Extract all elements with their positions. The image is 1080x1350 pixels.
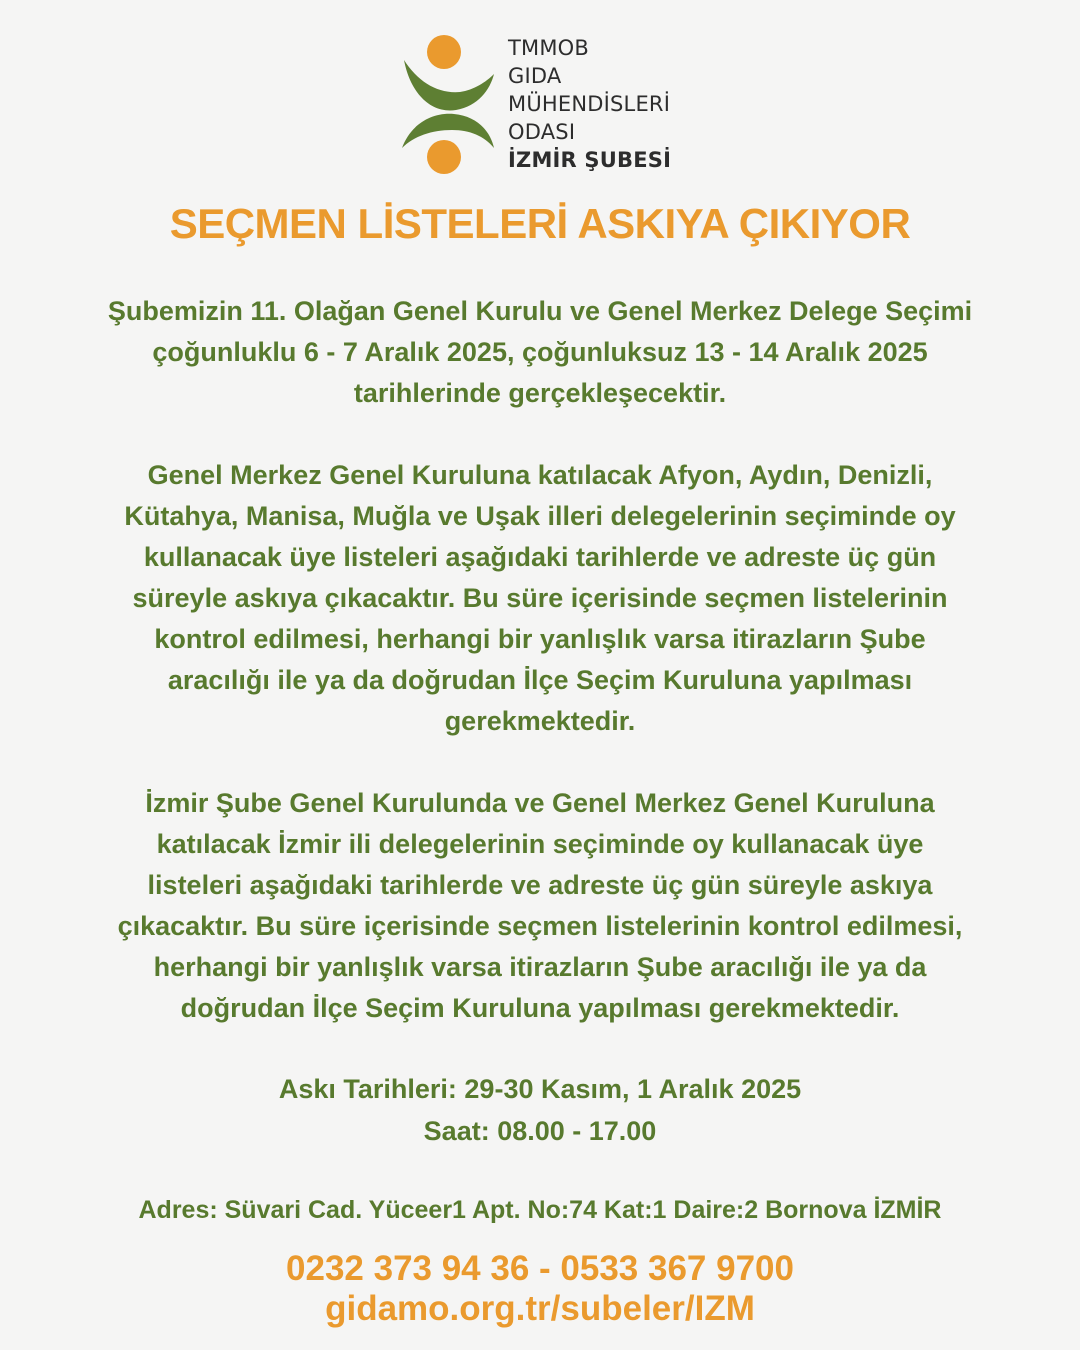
paragraph-line: çoğunluklu 6 - 7 Aralık 2025, çoğunluksuz 13 - 14 Aralık 2025 [152, 337, 928, 367]
paragraph-line: gerekmektedir. [444, 706, 636, 736]
posting-hours: Saat: 08.00 - 17.00 [423, 1116, 657, 1146]
paragraph-line: Kütahya, Manisa, Muğla ve Uşak illeri delegelerinin seçiminde oy [124, 501, 956, 531]
paragraph-line: süreyle askıya çıkacaktır. Bu süre içerisinde seçmen listelerinin [132, 583, 948, 613]
logo-wordmark [508, 34, 671, 174]
paragraph-line: doğrudan İlçe Seçim Kuruluna yapılması gerekmektedir. [180, 993, 900, 1023]
address-text: Adres: Süvari Cad. Yüceer1 Apt. No:74 Kat:1 Daire:2 Bornova İZMİR [138, 1196, 942, 1224]
paragraph-line: aracılığı ile ya da doğrudan İlçe Seçim Kuruluna yapılması [167, 665, 913, 695]
phone-numbers: 0232 373 94 36 - 0533 367 9700 [286, 1249, 794, 1288]
paragraph-line: listeleri aşağıdaki tarihlerde ve adreste üç gün süreyle askıya [147, 870, 933, 900]
announcement-paragraph-2 [20, 455, 1060, 742]
paragraph-line: Genel Merkez Genel Kuruluna katılacak Afyon, Aydın, Denizli, [147, 460, 933, 490]
paragraph-line: İzmir Şube Genel Kurulunda ve Genel Merkez Genel Kuruluna [145, 788, 935, 818]
logo-line-gida: GIDA [508, 64, 562, 88]
paragraph-line: katılacak İzmir ili delegelerinin seçiminde oy kullanacak üye [156, 829, 924, 859]
paragraph-line: Şubemizin 11. Olağan Genel Kurulu ve Genel Merkez Delege Seçimi [107, 296, 973, 326]
logo-line-branch: İZMİR ŞUBESİ [508, 148, 672, 172]
paragraph-line: herhangi bir yanlışlık varsa itirazların Şube aracılığı ile ya da [153, 952, 927, 982]
announcement-paragraph-3 [20, 783, 1060, 1029]
logo-line-odasi: ODASI [508, 120, 576, 144]
headline: SEÇMEN LİSTELERİ ASKIYA ÇIKIYOR [169, 200, 911, 247]
posting-dates: Askı Tarihleri: 29-30 Kasım, 1 Aralık 2025 [278, 1074, 802, 1104]
paragraph-line: çıkacaktır. Bu süre içerisinde seçmen listelerinin kontrol edilmesi, [117, 911, 963, 941]
logo-mark-icon [398, 30, 498, 180]
logo-line-muhendisleri: MÜHENDİSLERİ [508, 92, 671, 116]
organization-logo [398, 30, 688, 185]
logo-line-tmmob: TMMOB [508, 36, 590, 60]
paragraph-line: tarihlerinde gerçekleşecektir. [353, 378, 727, 408]
paragraph-line: kullanacak üye listeleri aşağıdaki tarihlerde ve adreste üç gün [143, 542, 937, 572]
website-url: gidamo.org.tr/subeler/IZM [325, 1289, 755, 1328]
posting-schedule [20, 1068, 1060, 1152]
announcement-paragraph-1 [20, 291, 1060, 414]
paragraph-line: kontrol edilmesi, herhangi bir yanlışlık varsa itirazların Şube [154, 624, 926, 654]
address [20, 1190, 1060, 1230]
